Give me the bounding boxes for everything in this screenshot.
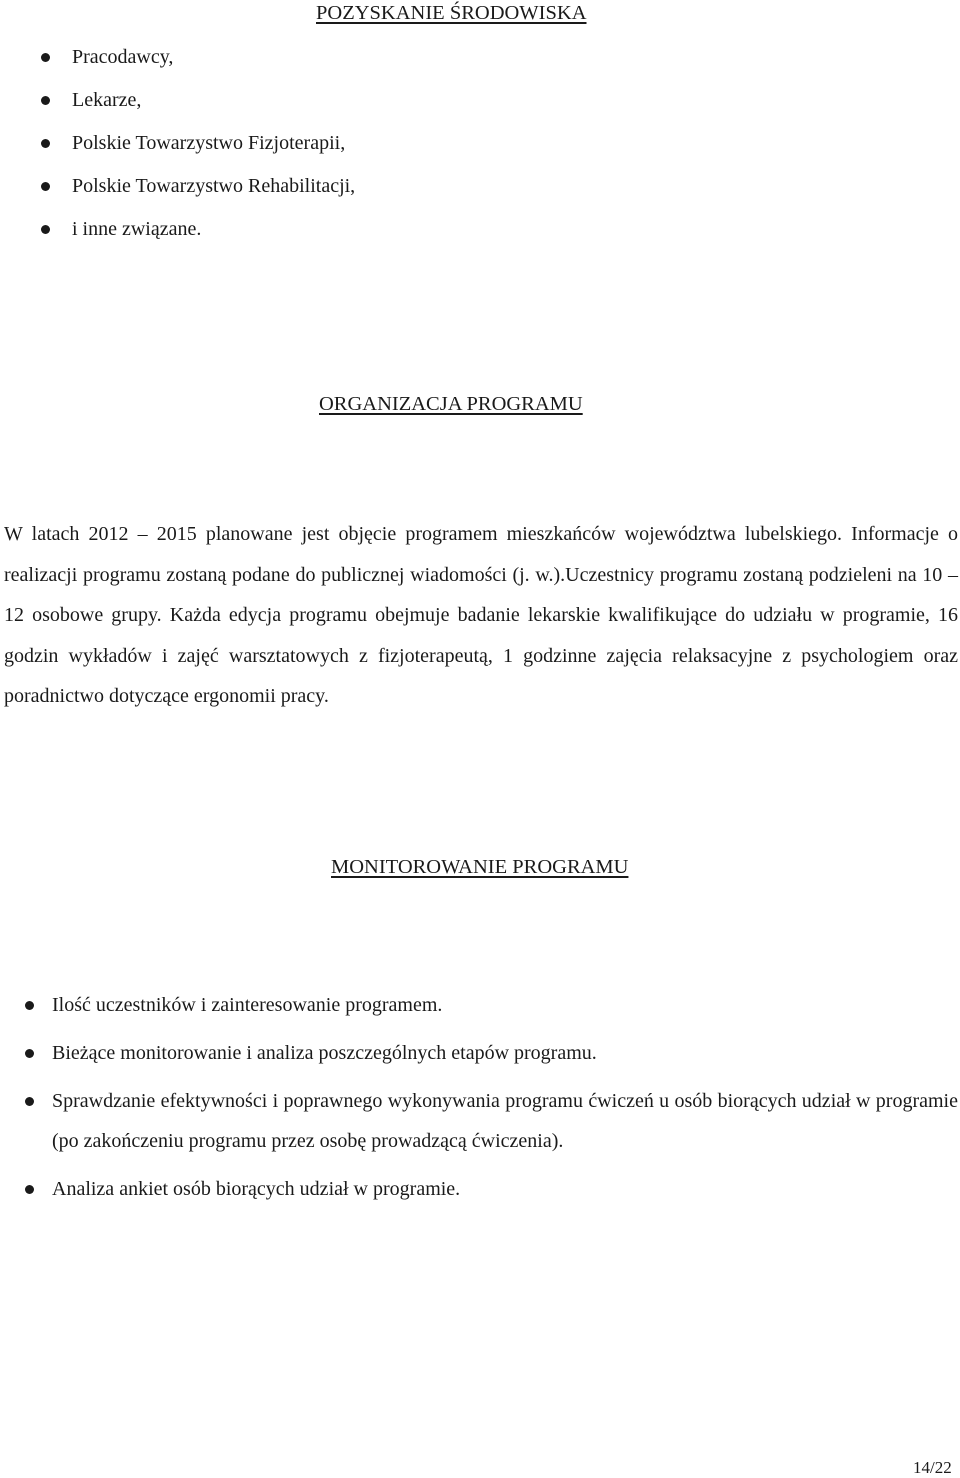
list-item	[72, 131, 355, 174]
list-item	[72, 45, 355, 88]
page-number: 14/22	[913, 1458, 952, 1477]
list-item-text: Pracodawcy,	[72, 46, 174, 68]
bullet-icon	[25, 1185, 34, 1194]
bullet-icon	[41, 182, 50, 191]
list-item	[72, 174, 355, 217]
list-item-text: Ilość uczestników i zainteresowanie programem.	[52, 994, 443, 1016]
list-item-text: i inne związane.	[72, 218, 202, 240]
heading-pozyskanie-srodowiska: POZYSKANIE ŚRODOWISKA	[316, 2, 587, 24]
bullet-icon	[41, 53, 50, 62]
list-item	[52, 1033, 958, 1073]
list-item-text: Polskie Towarzystwo Rehabilitacji,	[72, 175, 356, 197]
bullet-icon	[25, 1049, 34, 1058]
bullet-icon	[41, 225, 50, 234]
list-item	[52, 985, 958, 1025]
heading-monitorowanie-programu: MONITOROWANIE PROGRAMU	[331, 856, 629, 878]
list-item-text: Analiza ankiet osób biorących udział w programie.	[52, 1178, 461, 1200]
list-item-text: Bieżące monitorowanie i analiza poszczególnych etapów programu.	[52, 1042, 597, 1064]
environment-list	[72, 45, 355, 260]
list-item	[52, 1081, 958, 1161]
bullet-icon	[41, 96, 50, 105]
bullet-icon	[25, 1097, 34, 1106]
bullet-icon	[41, 139, 50, 148]
list-item	[72, 88, 355, 131]
list-item	[52, 1169, 958, 1209]
heading-organizacja-programu: ORGANIZACJA PROGRAMU	[319, 393, 583, 415]
list-item-text: Polskie Towarzystwo Fizjoterapii,	[72, 132, 346, 154]
monitoring-list	[52, 985, 958, 1217]
list-item-text: Lekarze,	[72, 89, 142, 111]
organization-paragraph: W latach 2012 – 2015 planowane jest objęcie programem mieszkańców województwa lubelskiego. Informacje o realizacji programu zostaną podane do publicznej wiadomości (j. w.).Uczestnicy programu zostaną podzieleni na 10 – 12 osobowe grupy. Każda edycja programu obejmuje badanie lekarskie kwalifikujące do udziału w programie, 16 godzin wykładów i zajęć warsztatowych z fizjoterapeutą, 1 godzinne zajęcia relaksacyjne z psychologiem oraz poradnictwo dotyczące ergonomii pracy.	[4, 523, 958, 708]
bullet-icon	[25, 1001, 34, 1010]
list-item	[72, 217, 355, 260]
list-item-text: Sprawdzanie efektywności i poprawnego wykonywania programu ćwiczeń u osób biorących udział w programie (po zakończeniu programu przez osobę prowadzącą ćwiczenia).	[52, 1090, 958, 1152]
